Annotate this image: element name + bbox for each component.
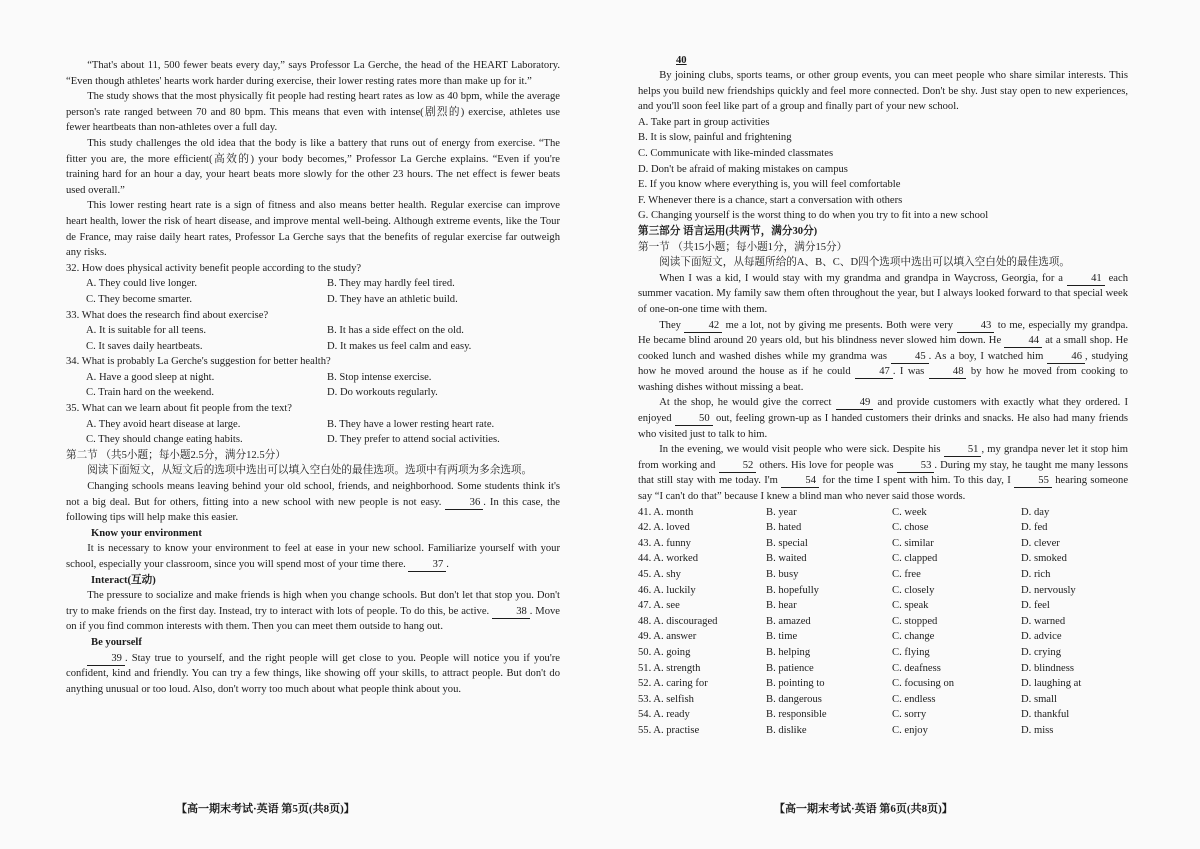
option-cell: C. flying — [892, 646, 930, 658]
choice-item: G. Changing yourself is the worst thing to do when you try to fit into a new school — [638, 210, 989, 222]
subheading: Know your environment — [91, 527, 202, 539]
option-cell: B. hopefully — [766, 584, 819, 596]
cloze-paragraph: When I was a kid, I would stay with my grandma and grandpa in Waycross, Georgia, for a 41 each summer vacation. My family saw them often throughout the year, but I always looked forward to that special week of one-on-one time with them. — [638, 272, 1129, 315]
option-cell: C. clapped — [892, 553, 938, 565]
option-cell: B. dislike — [766, 724, 807, 736]
option-cell: C. free — [892, 569, 921, 580]
option-cell: C. closely — [892, 584, 935, 596]
choice-item: F. Whenever there is a chance, start a conversation with others — [638, 194, 903, 206]
blank-47[interactable]: 47 — [855, 366, 893, 379]
option-cell: B. helping — [766, 646, 811, 658]
option-a: A. It is suitable for all teens. — [86, 325, 207, 337]
option-d: D. Do workouts regularly. — [327, 387, 438, 399]
option-cell: D. miss — [1021, 724, 1054, 736]
blank-42[interactable]: 42 — [684, 320, 722, 333]
option-cell: B. hear — [766, 600, 797, 612]
passage-paragraph: The pressure to socialize and make friends is high when you change schools. But don't let that stop you. Don't try to make friends on the first day. Instead, try to interact with lots of people. To do this, be active. 38 . Move on if you find common interests with them. Then you can meet them outside to hang out. — [66, 590, 560, 633]
blank-37[interactable]: 37 — [408, 559, 446, 572]
page-6 — [600, 0, 1200, 849]
option-cell: 50. A. going — [638, 646, 691, 658]
option-cell: 55. A. practise — [638, 724, 700, 736]
option-d: D. They have an athletic build. — [327, 293, 458, 305]
option-cell: B. year — [766, 506, 797, 518]
choice-list — [638, 115, 1128, 224]
option-cell: 41. A. month — [638, 506, 694, 518]
option-cell: D. thankful — [1021, 709, 1070, 721]
option-b: B. It has a side effect on the old. — [327, 325, 464, 337]
question-32 — [66, 261, 560, 308]
option-cell: C. endless — [892, 693, 936, 705]
option-cell: 49. A. answer — [638, 631, 697, 643]
option-cell: 48. A. discouraged — [638, 615, 718, 627]
option-cell: C. enjoy — [892, 724, 928, 736]
blank-49[interactable]: 49 — [836, 397, 874, 410]
blank-53[interactable]: 53 — [897, 460, 935, 473]
option-cell: B. waited — [766, 553, 807, 565]
passage-paragraph: The study shows that the most physically fit people had resting heart rates as low as 40 bpm, while the average person's rate ranged between 70 and 80 bpm. This means that even with intense(剧烈的) exercise, athletes use fewer heartbeats than non-athletes over a full day. — [66, 91, 560, 134]
blank-39[interactable]: 39 — [87, 653, 125, 666]
blank-55[interactable]: 55 — [1014, 475, 1052, 488]
option-cell: 45. A. shy — [638, 569, 681, 580]
section-heading: 第一节 （共15小题；每小题1分，满分15分） — [638, 241, 848, 253]
blank-54[interactable]: 54 — [781, 475, 819, 488]
blank-40[interactable]: 40 — [676, 55, 687, 66]
option-b: B. Stop intense exercise. — [327, 371, 432, 383]
part-heading: 第三部分 语言运用(共两节，满分30分) — [638, 225, 818, 237]
blank-44[interactable]: 44 — [1004, 335, 1042, 348]
blank-38[interactable]: 38 — [492, 606, 530, 619]
option-cell: C. sorry — [892, 709, 927, 721]
option-c: C. They become smarter. — [86, 293, 193, 305]
option-cell: B. dangerous — [766, 693, 822, 705]
page-footer: 【高一期末考试·英语 第6页(共8页)】 — [774, 803, 953, 815]
passage-paragraph: This lower resting heart rate is a sign of fitness and also means better health. Regular exercise can improve heart health, lower the risk of heart disease, and improve mental well-being. Although extreme events, like the Tour de France, may raise daily heart rates, Professor La Gerche says that the benefits of regular exercise far outweigh any risks. — [66, 200, 560, 259]
cloze-paragraph: At the shop, he would give the correct 49 and provide customers with exactly what they ordered. I enjoyed 50 out, feeling grown-up as I handed customers their drinks and snacks. He also had many friends who visited just to talk to him. — [638, 397, 1128, 440]
option-c: C. They should change eating habits. — [86, 434, 243, 446]
option-cell: D. feel — [1021, 600, 1050, 612]
page-footer: 【高一期末考试·英语 第5页(共8页)】 — [176, 803, 355, 815]
passage-paragraph: “That's about 11, 500 fewer beats every day,” says Professor La Gerche, the head of the HEART Laboratory. “Even though athletes' hearts work harder during exercise, their lower resting rates more than make up for it.” — [66, 60, 560, 87]
option-cell: D. day — [1021, 506, 1050, 518]
option-cell: B. responsible — [766, 709, 827, 721]
option-cell: D. rich — [1021, 569, 1051, 580]
passage-paragraph: By joining clubs, sports teams, or other group events, you can meet people who share similar interests. This helps you build new friendships quickly and feel more connected. Don't be shy. Just stay open to new experiences, and you'll soon feel like part of a group and finally part of your new school. — [638, 70, 1128, 113]
option-c: C. Train hard on the weekend. — [86, 387, 214, 399]
option-cell: D. smoked — [1021, 553, 1067, 565]
option-cell: D. warned — [1021, 615, 1066, 627]
option-cell: D. small — [1021, 693, 1057, 705]
passage-paragraph: This study challenges the old idea that the body is like a battery that runs out of energy from exercise. “The fitter you are, the more efficient(高效的) your body becomes,” Professor La Gerche explains. “Even if you're training hard for an hour a day, your heart beats more slowly for the other 23 hours. The net effect is fewer beats used overall.” — [66, 137, 560, 196]
cloze-paragraph: In the evening, we would visit people who were sick. Despite his 51 , my grandpa never let it stop him from working and 52 others. His love for people was 53 . During my stay, he taught me many lessons that still stay with me today. I'm 54 for the time I spent with him. To this day, I 55 hearing someone say “I can't do that” because I knew a blind man who never said those words. — [638, 444, 1129, 503]
blank-43[interactable]: 43 — [957, 320, 995, 333]
option-cell: 44. A. worked — [638, 553, 699, 565]
option-cell: B. busy — [766, 569, 799, 580]
choice-item: C. Communicate with like-minded classmates — [638, 147, 834, 159]
question-35 — [66, 401, 560, 448]
option-d: D. They prefer to attend social activities. — [327, 434, 500, 446]
option-cell: 53. A. selfish — [638, 693, 694, 705]
section-instruction: 阅读下面短文，从每题所给的A、B、C、D四个选项中选出可以填入空白处的最佳选项。 — [659, 257, 1070, 269]
option-cell: B. time — [766, 631, 798, 643]
choice-item: B. It is slow, painful and frightening — [638, 132, 792, 144]
section-heading: 第二节 （共5小题；每小题2.5分，满分12.5分） — [66, 449, 286, 461]
passage-paragraph: 39 . Stay true to yourself, and the right people will get close to you. People will notice you if you're confident, kind and friendly. You can try a few things, like showing off your skills, to attract people. But don't do anything unusual or too loud. Also, don't worry too much about what people think about you. — [66, 652, 560, 695]
blank-46[interactable]: 46 — [1047, 351, 1085, 364]
subheading: Interact(互动) — [91, 574, 156, 586]
blank-50[interactable]: 50 — [675, 413, 713, 426]
option-cell: D. blindness — [1021, 662, 1074, 674]
option-d: D. It makes us feel calm and easy. — [327, 340, 472, 352]
left-column — [66, 58, 560, 697]
question-stem: 32. How does physical activity benefit people according to the study? — [66, 262, 362, 274]
option-cell: C. week — [892, 506, 927, 518]
option-cell: C. stopped — [892, 615, 938, 627]
question-stem: 35. What can we learn about fit people from the text? — [66, 403, 293, 415]
option-cell: 54. A. ready — [638, 709, 690, 721]
option-cell: C. deafness — [892, 662, 941, 674]
option-cell: D. clever — [1021, 537, 1060, 549]
option-cell: 52. A. caring for — [638, 678, 708, 690]
question-33 — [66, 308, 560, 355]
blank-45[interactable]: 45 — [891, 351, 929, 364]
option-cell: D. nervously — [1021, 584, 1076, 596]
option-cell: D. advice — [1021, 631, 1062, 643]
option-cell: B. hated — [766, 522, 802, 534]
blank-36[interactable]: 36 — [445, 497, 483, 510]
option-cell: B. patience — [766, 662, 814, 674]
option-cell: D. fed — [1021, 522, 1048, 534]
question-stem: 34. What is probably La Gerche's suggestion for better health? — [66, 356, 331, 368]
option-cell: C. similar — [892, 537, 934, 549]
blank-52[interactable]: 52 — [719, 460, 757, 473]
cloze-paragraph: They 42 me a lot, not by giving me presents. Both were very 43 to me, especially my grandpa. He became blind around 20 years old, but his blindness never slowed him down. He 44 at a small shop. He cooked lunch and washed dishes while my grandma was 45 . As a boy, I watched him 46 , studying how he moved around the house as if he could 47 . I was 48 by how he moved from cooking to washing dishes without missing a beat. — [638, 319, 1129, 393]
section-instruction: 阅读下面短文，从短文后的选项中选出可以填入空白处的最佳选项。选项中有两项为多余选项。 — [87, 465, 533, 477]
option-c: C. It saves daily heartbeats. — [86, 340, 203, 352]
blank-48[interactable]: 48 — [929, 366, 967, 379]
option-cell: 43. A. funny — [638, 537, 691, 549]
option-cell: B. pointing to — [766, 678, 825, 690]
question-34 — [66, 354, 560, 401]
option-cell: 42. A. loved — [638, 522, 690, 534]
cloze-options-table — [638, 505, 1128, 739]
choice-item: D. Don't be afraid of making mistakes on campus — [638, 163, 848, 175]
passage-paragraph: Changing schools means leaving behind your old school, friends, and neighborhood. Some students think it's not a big deal. But for others, fitting into a new school with new people is not easy. 36 . In this case, the following tips will help make this easier. — [66, 481, 560, 524]
option-cell: 47. A. see — [638, 600, 680, 612]
right-column — [638, 54, 1128, 739]
option-a: A. They avoid heart disease at large. — [86, 418, 241, 430]
option-b: B. They have a lower resting heart rate. — [327, 418, 495, 430]
passage-paragraph: It is necessary to know your environment to feel at ease in your new school. Familiarize yourself with your school, especially your classroom, since you will spend most of your time there. 37 . — [66, 543, 560, 570]
option-cell: C. chose — [892, 522, 929, 534]
subheading: Be yourself — [91, 636, 142, 648]
question-stem: 33. What does the research find about exercise? — [66, 309, 269, 321]
option-cell: 46. A. luckily — [638, 584, 696, 596]
option-cell: C. speak — [892, 600, 929, 612]
option-cell: D. laughing at — [1021, 678, 1082, 690]
choice-item: A. Take part in group activities — [638, 116, 770, 128]
option-cell: C. change — [892, 631, 935, 643]
option-cell: B. amazed — [766, 615, 811, 627]
option-cell: D. crying — [1021, 646, 1062, 658]
option-a: A. Have a good sleep at night. — [86, 371, 215, 383]
option-a: A. They could live longer. — [86, 278, 198, 290]
blank-51[interactable]: 51 — [944, 444, 982, 457]
option-cell: C. focusing on — [892, 678, 955, 690]
option-cell: B. special — [766, 537, 808, 549]
choice-item: E. If you know where everything is, you will feel comfortable — [638, 179, 901, 191]
option-cell: 51. A. strength — [638, 662, 701, 674]
option-b: B. They may hardly feel tired. — [327, 278, 455, 290]
blank-41[interactable]: 41 — [1067, 273, 1105, 286]
